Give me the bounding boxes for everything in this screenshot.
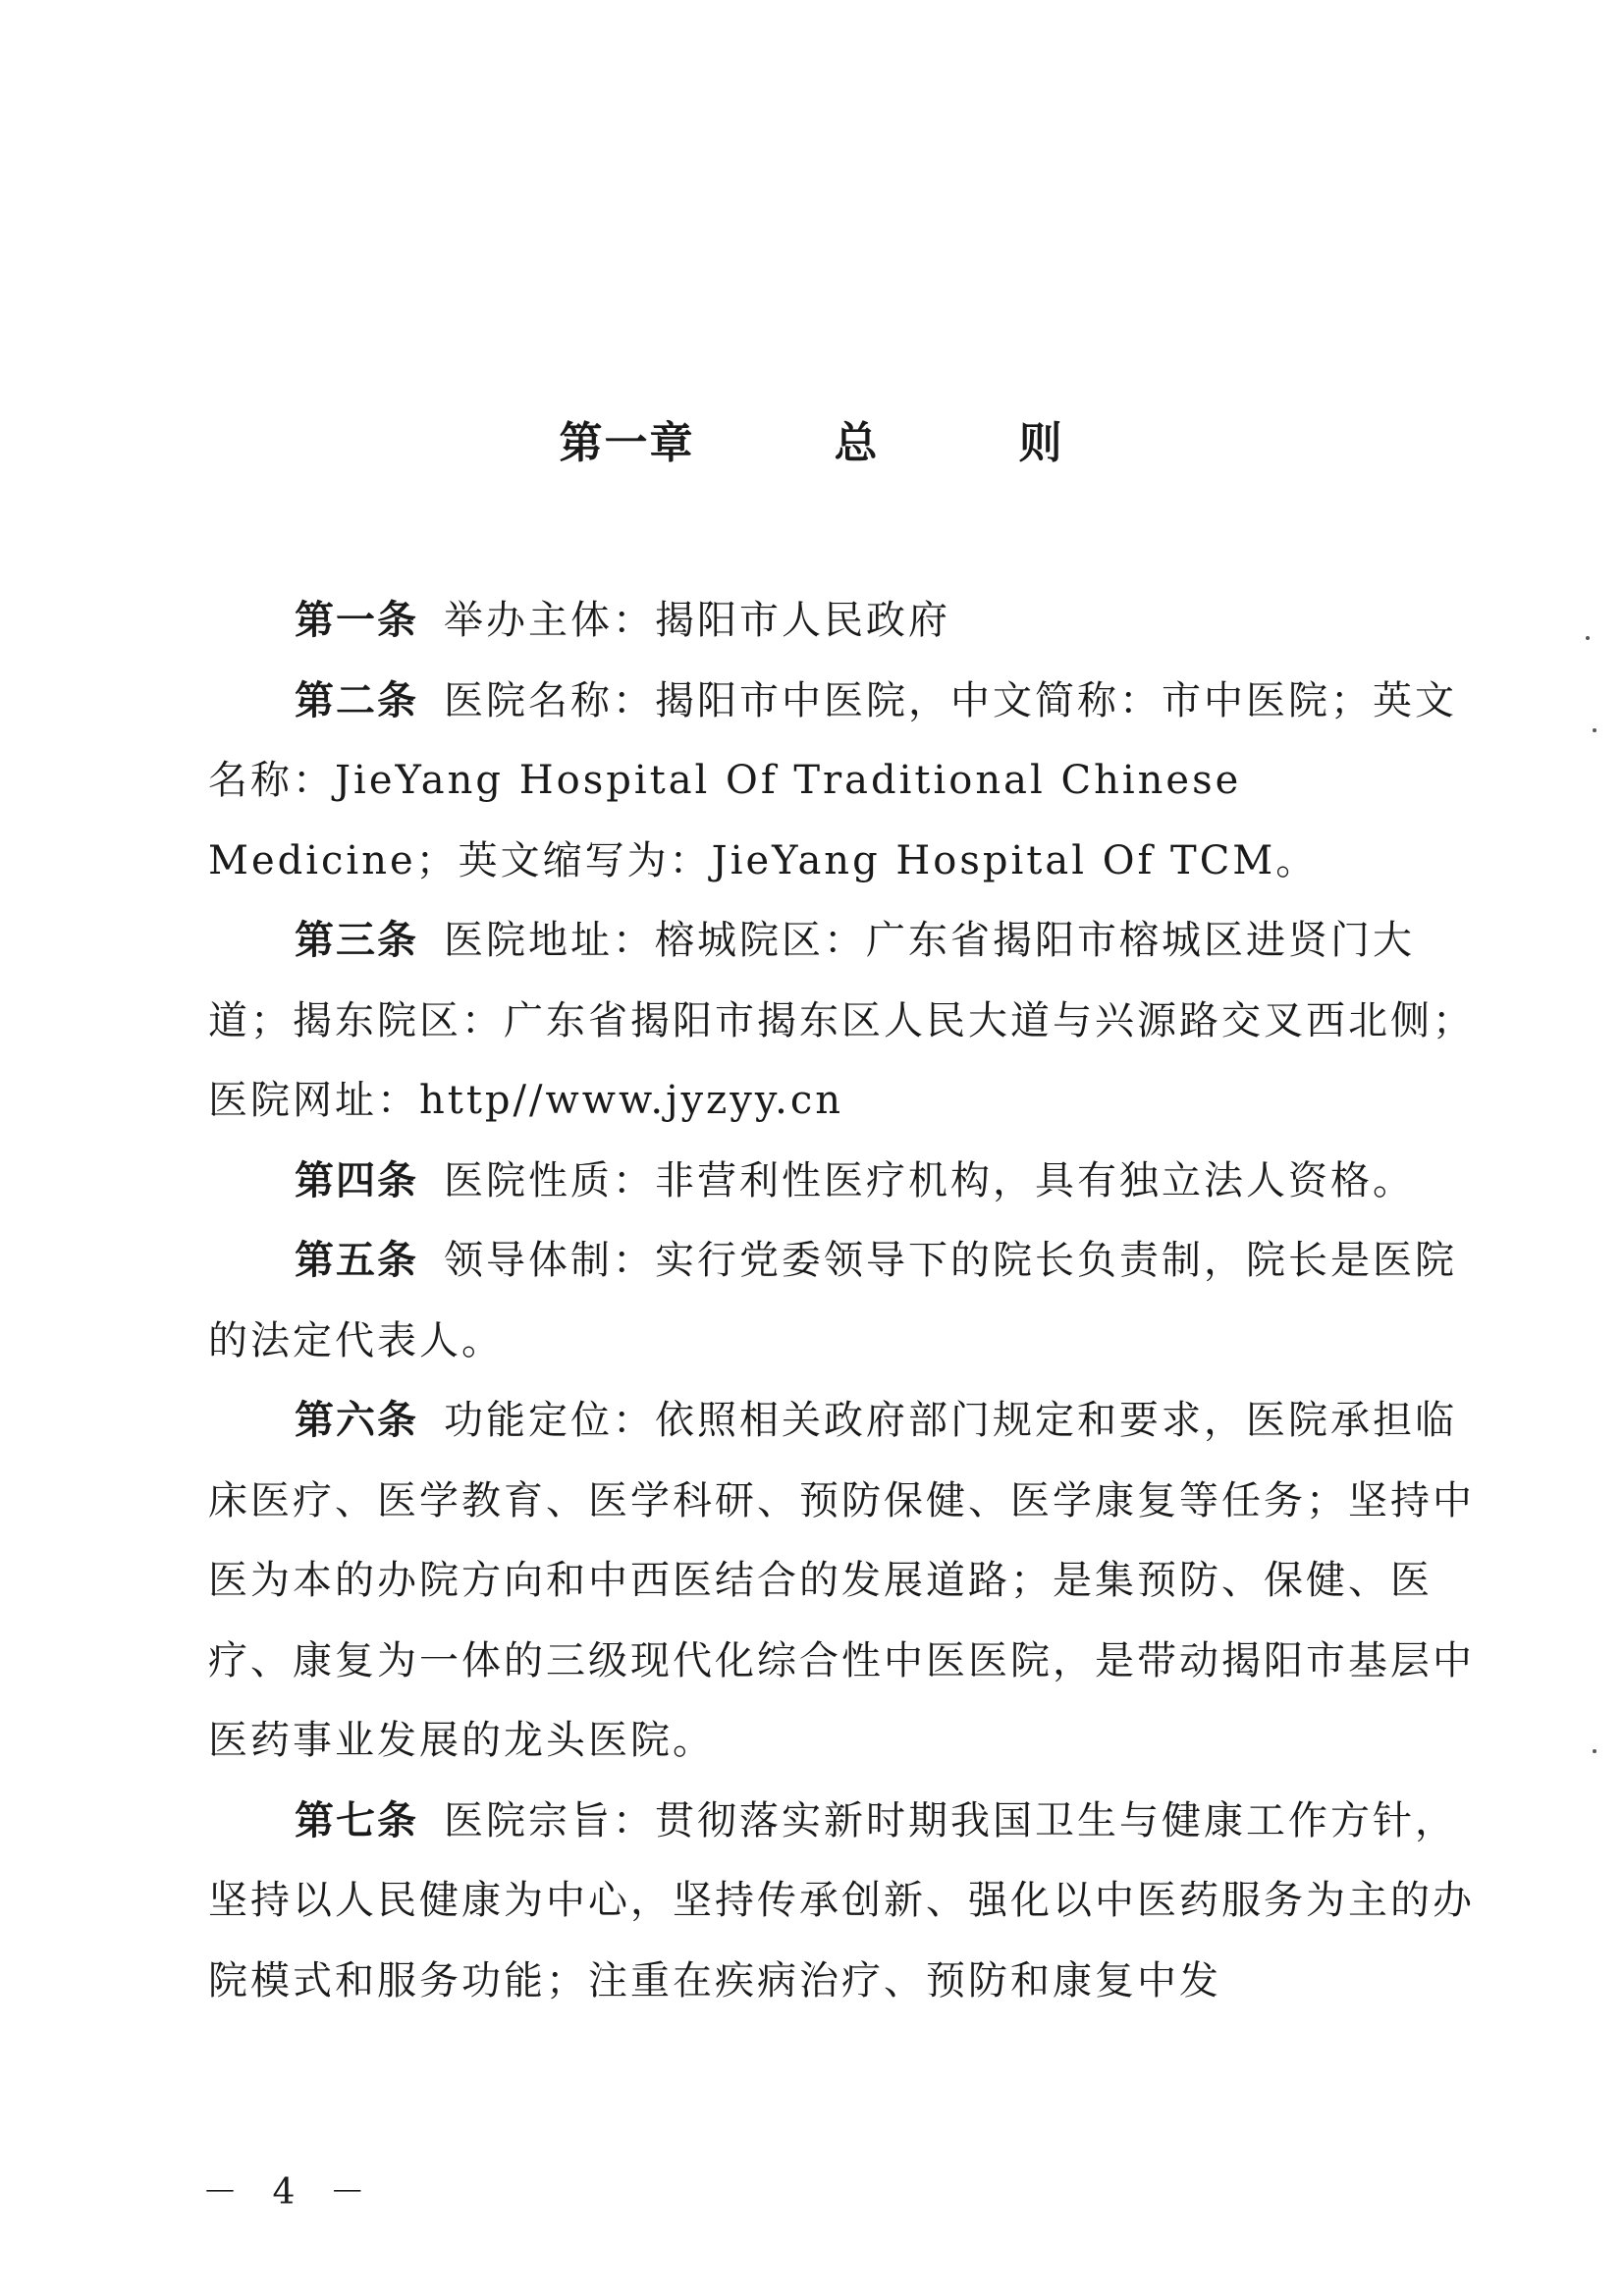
article-text: 医院地址：榕城院区：广东省揭阳市榕城区进贤门大道；揭东院区：广东省揭阳市揭东区人民大道与兴源路交叉西北侧；医院网址：http//www.jyzyy.cn bbox=[208, 918, 1475, 1123]
chapter-body bbox=[208, 581, 1481, 2021]
article-label: 第七条 bbox=[295, 1797, 418, 1843]
article-text: 功能定位：依照相关政府部门规定和要求，医院承担临床医疗、医学教育、医学科研、预防保健、医学康复等任务；坚持中医为本的办院方向和中西医结合的发展道路；是集预防、保健、医疗、康复为一体的三级现代化综合性中医医院，是带动揭阳市基层中医药事业发展的龙头医院。 bbox=[208, 1398, 1475, 1763]
article-4 bbox=[208, 1142, 1481, 1222]
article-text: 医院宗旨：贯彻落实新时期我国卫生与健康工作方针，坚持以人民健康为中心，坚持传承创新、强化以中医药服务为主的办院模式和服务功能；注重在疾病治疗、预防和康复中发 bbox=[208, 1797, 1475, 2003]
article-label: 第一条 bbox=[295, 598, 418, 643]
article-text: 医院名称：揭阳市中医院，中文简称：市中医院；英文名称：JieYang Hospital Of Traditional Chinese Medicine；英文缩写为：JieYang Hospital Of TCM。 bbox=[208, 677, 1457, 883]
article-text: 领导体制：实行党委领导下的院长负责制，院长是医院的法定代表人。 bbox=[208, 1238, 1457, 1363]
article-6 bbox=[208, 1381, 1481, 1782]
article-2 bbox=[208, 662, 1481, 902]
article-5 bbox=[208, 1221, 1481, 1381]
scan-speck bbox=[1586, 636, 1590, 640]
scan-speck bbox=[1593, 1749, 1596, 1753]
article-1 bbox=[208, 581, 1481, 662]
article-label: 第六条 bbox=[295, 1398, 418, 1443]
scan-speck bbox=[1593, 728, 1596, 732]
article-text: 医院性质：非营利性医疗机构，具有独立法人资格。 bbox=[444, 1157, 1415, 1203]
article-3 bbox=[208, 901, 1481, 1142]
article-label: 第五条 bbox=[295, 1238, 418, 1283]
article-label: 第四条 bbox=[295, 1157, 418, 1203]
page-number: － 4 － bbox=[202, 2172, 377, 2213]
article-7 bbox=[208, 1782, 1481, 2022]
article-text: 举办主体：揭阳市人民政府 bbox=[444, 598, 950, 643]
chapter-title: 第一章 总 则 bbox=[559, 418, 1064, 468]
article-label: 第三条 bbox=[295, 918, 418, 963]
article-label: 第二条 bbox=[295, 677, 418, 723]
